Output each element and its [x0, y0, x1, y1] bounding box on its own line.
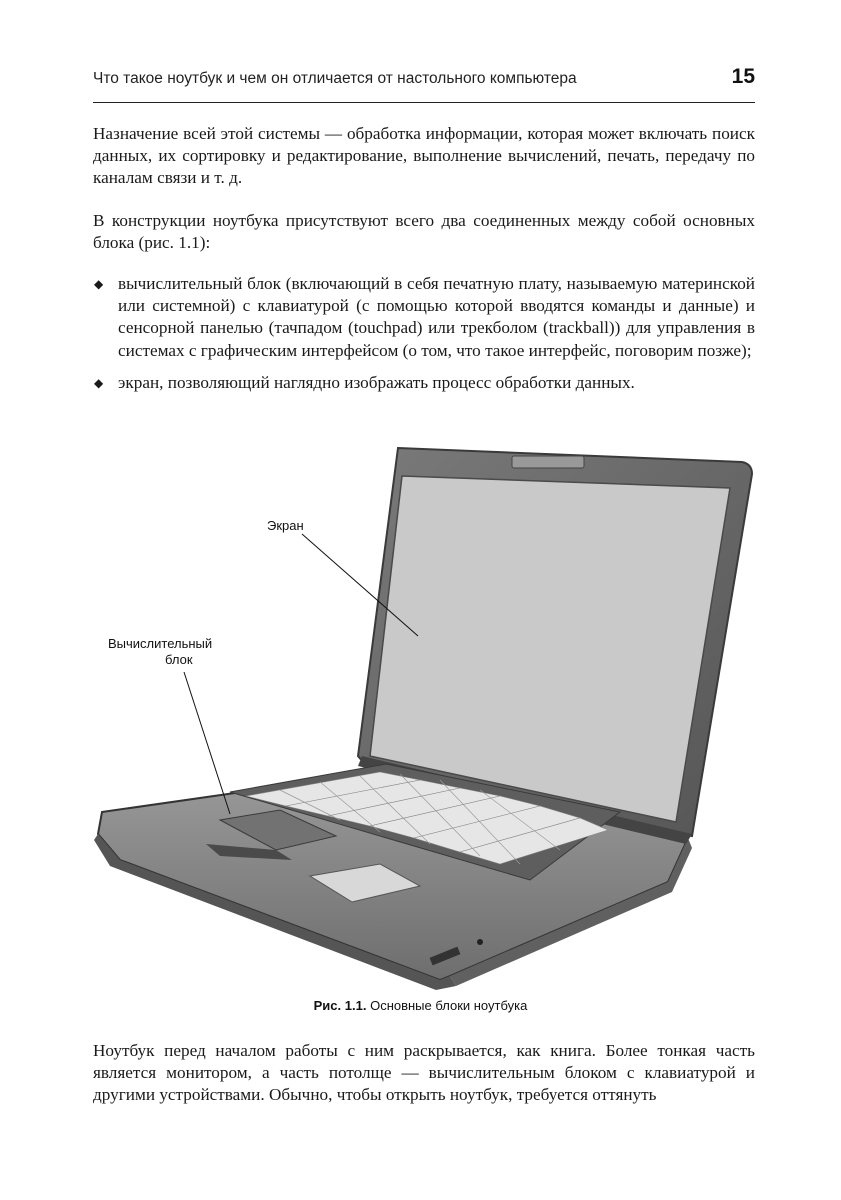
bullet-item: [93, 273, 755, 362]
label-unit-line2: блок: [165, 652, 193, 667]
label-screen: Экран: [267, 518, 304, 533]
caption-text: Основные блоки ноутбука: [370, 998, 528, 1013]
leader-line-unit: [184, 672, 230, 814]
caption-number: Рис. 1.1.: [313, 998, 367, 1013]
bullet-item: [93, 372, 755, 394]
diamond-bullet-icon: ◆: [94, 375, 104, 390]
header-title: Что такое ноутбук и чем он отличается от настольного компьютера: [93, 70, 577, 87]
label-unit-line1: Вычислительный: [108, 636, 213, 651]
diamond-bullet-icon: ◆: [94, 277, 104, 291]
laptop-figure: [80, 440, 770, 1000]
paragraph-opening: Ноутбук перед началом работы с ним раскрывается, как книга. Более тонкая часть является монитором, а часть потолще — вычислительным блоком с клавиатурой и другими устройствами. Обычно, чтобы открыть ноутбук, требуется оттянуть: [93, 1041, 755, 1105]
paragraph-purpose: Назначение всей этой системы — обработка информации, которая может включать поиск данных, их сортировку и редактирование, выполнение вычислений, печать, передачу по каналам связи и т. д.: [93, 124, 755, 188]
bullet-text: экран, позволяющий наглядно изображать процесс обработки данных.: [118, 372, 635, 392]
figure-caption: [0, 998, 841, 1013]
paragraph-blocks-intro: В конструкции ноутбука присутствуют всего два соединенных между собой основных блока (рис. 1.1):: [93, 211, 755, 253]
webcam: [512, 456, 584, 468]
page-number: 15: [731, 65, 755, 88]
audio-jack: [477, 939, 483, 945]
running-header: [93, 62, 755, 103]
bullet-text: вычислительный блок (включающий в себя печатную плату, называемую материнской или системной) с клавиатурой (с помощью которой вводятся команды и данные) и сенсорной панелью (тачпадом (touchpad) или трекболом (trackball)) для управления в системах с графическим интерфейсом (о том, что такое интерфейс, поговорим позже);: [118, 274, 755, 360]
bullet-list: [93, 273, 755, 404]
